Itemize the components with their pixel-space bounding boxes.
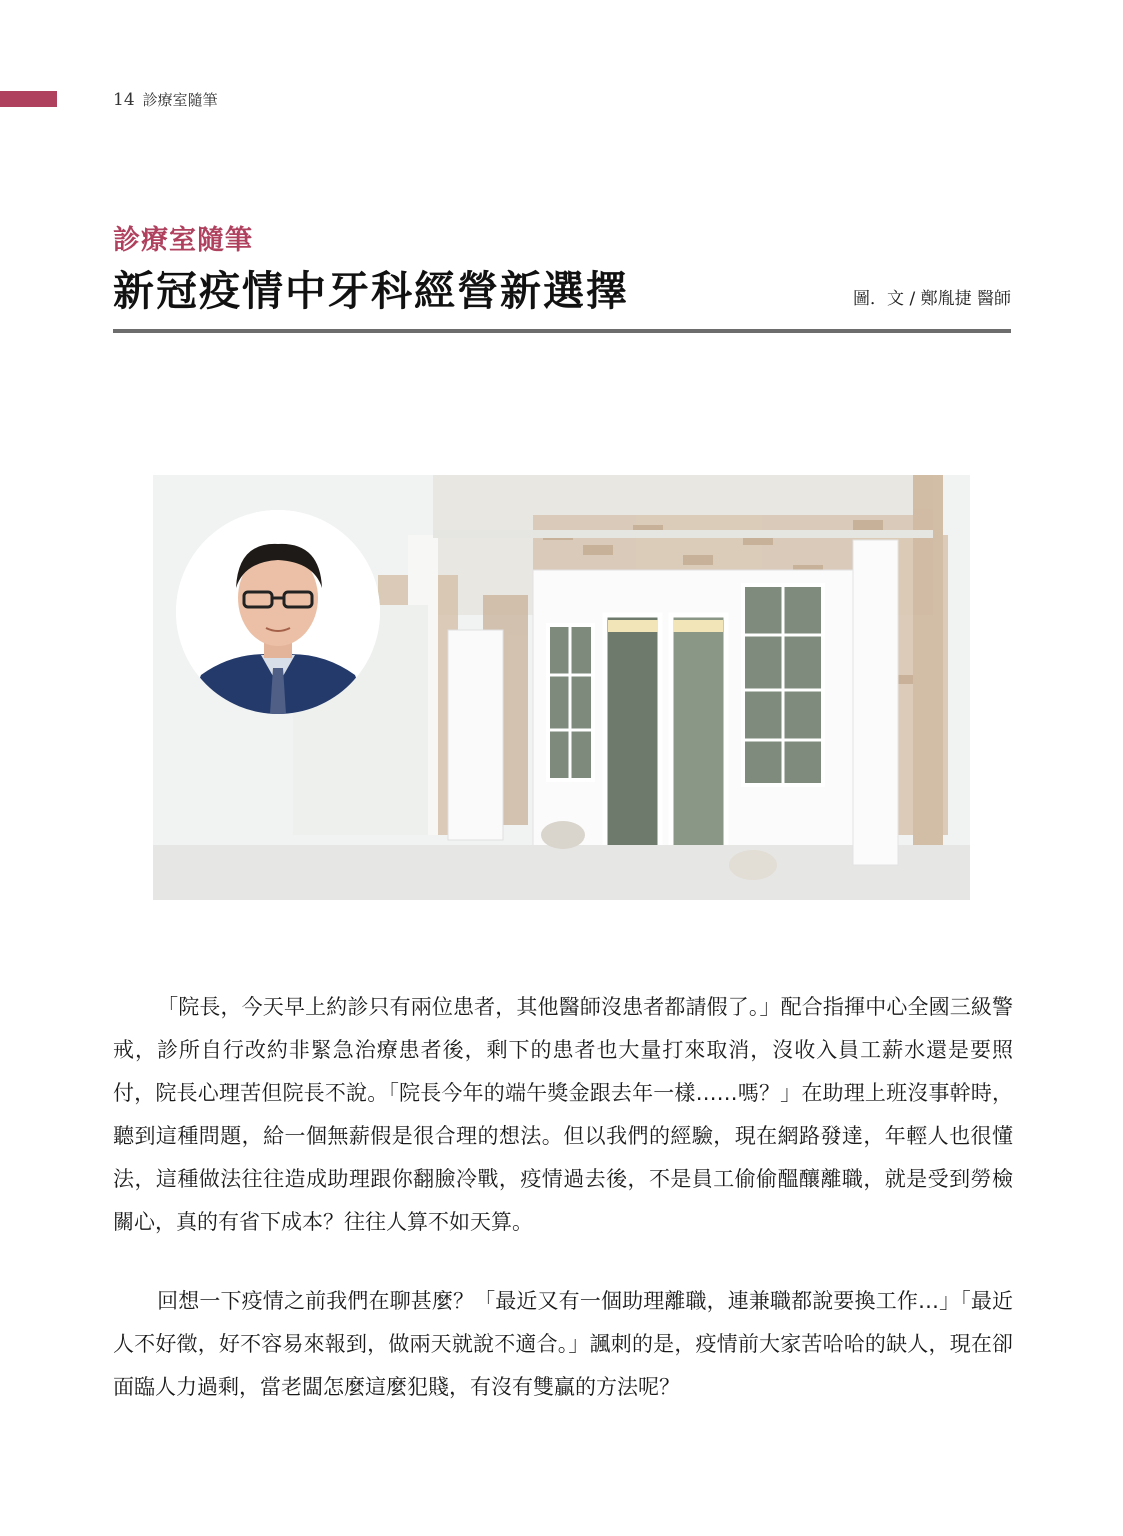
paragraph-text: 回想一下疫情之前我們在聊甚麼？「最近又有一個助理離職，連兼職都說要換工作…」「最近人不好徵，好不容易來報到，做兩天就說不適合。」諷刺的是，疫情前大家苦哈哈的缺人，現在卻面臨人力過剩，當老闆怎麼這麼犯賤，有沒有雙贏的方法呢？ [113,1289,1013,1399]
accent-bar [0,91,57,107]
section-label: 診療室隨筆 [113,225,253,256]
running-header [113,89,218,110]
running-title: 診療室隨筆 [142,91,218,109]
paragraph-text: 「院長，今天早上約診只有兩位患者，其他醫師沒患者都請假了。」配合指揮中心全國三級警戒，診所自行改約非緊急治療患者後，剩下的患者也大量打來取消，沒收入員工薪水還是要照付，院長心理苦但院長不說。「院長今年的端午獎金跟去年一樣……嗎？」在助理上班沒事幹時，聽到這種問題，給一個無薪假是很合理的想法。但以我們的經驗，現在網路發達，年輕人也很懂法，這種做法往往造成助理跟你翻臉冷戰，疫情過去後，不是員工偷偷醞釀離職，就是受到勞檢關心，真的有省下成本？往往人算不如天算。 [113,995,1013,1234]
body-paragraph-2 [113,1280,1013,1409]
byline: 圖．文 / 鄭胤捷 醫師 [853,289,1011,309]
author-portrait [176,510,380,714]
body-paragraph-1 [113,986,1013,1244]
article-title: 新冠疫情中牙科經營新選擇 [113,267,629,315]
page-number: 14 [113,90,135,110]
title-rule [113,329,1011,333]
